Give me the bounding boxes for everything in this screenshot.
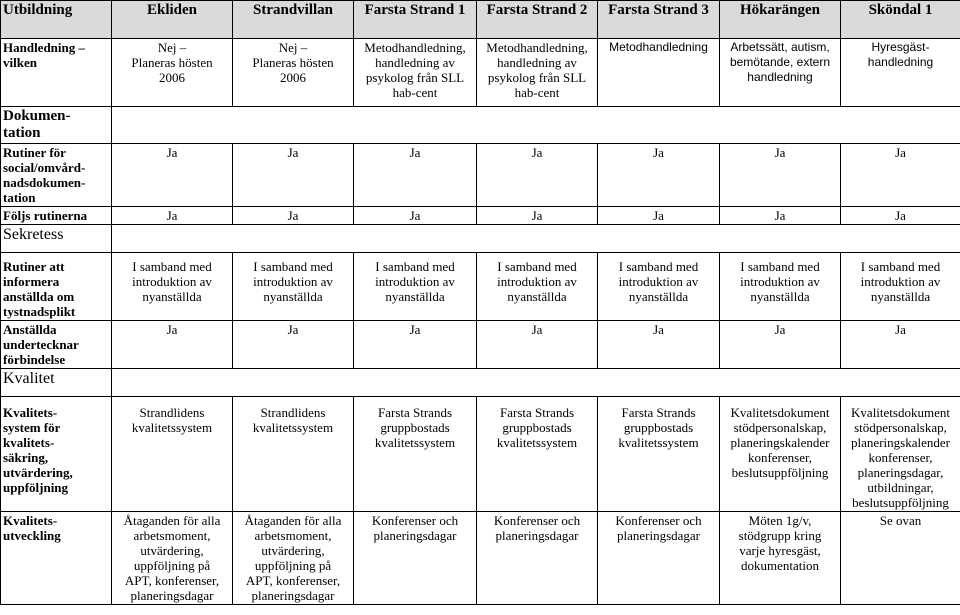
table-cell: Ja	[477, 321, 598, 369]
header-row	[1, 1, 960, 39]
table-cell: Kvalitetsdokument stödpersonalskap, planeringskalender konferenser, planeringsdagar, utbildningar, beslutsuppföljning	[841, 397, 960, 512]
table-cell: Nej – Planeras hösten 2006	[233, 39, 354, 107]
row-label: Rutiner för social/omvård- nadsdokumen- tation	[1, 144, 112, 207]
row-label: Kvalitets- system för kvalitets- säkring, utvärdering, uppföljning	[1, 397, 112, 512]
header-col: Farsta Strand 1	[354, 1, 477, 39]
row-label: Handledning – vilken	[1, 39, 112, 107]
section-sekretess: Sekretess	[1, 225, 112, 253]
table-cell: I samband med introduktion av nyanställda	[354, 253, 477, 321]
table-cell: Strandlidens kvalitetssystem	[112, 397, 233, 512]
section-spacer	[112, 369, 960, 397]
table-cell: Ja	[841, 321, 960, 369]
section-kvalitet: Kvalitet	[1, 369, 112, 397]
table-cell: Ja	[598, 207, 720, 225]
table-cell: Konferenser och planeringsdagar	[354, 512, 477, 605]
table-cell: Konferenser och planeringsdagar	[477, 512, 598, 605]
header-col: Farsta Strand 2	[477, 1, 598, 39]
table-cell: Ja	[598, 144, 720, 207]
table-cell: Metodhandledning, handledning av psykolog från SLL hab-cent	[354, 39, 477, 107]
section-spacer	[112, 225, 960, 253]
table-cell: Ja	[841, 144, 960, 207]
row-kvalitetsutveckling	[1, 512, 960, 605]
row-rutiner-tystnad	[1, 253, 960, 321]
row-label: Kvalitets- utveckling	[1, 512, 112, 605]
row-sekretess	[1, 225, 960, 253]
table-cell: Ja	[720, 207, 841, 225]
header-col: Farsta Strand 3	[598, 1, 720, 39]
row-label: Rutiner att informera anställda om tystnadsplikt	[1, 253, 112, 321]
table-cell: Konferenser och planeringsdagar	[598, 512, 720, 605]
table-cell: Farsta Strands gruppbostads kvalitetssystem	[598, 397, 720, 512]
table-cell: Farsta Strands gruppbostads kvalitetssystem	[477, 397, 598, 512]
table-cell: I samband med introduktion av nyanställda	[598, 253, 720, 321]
table-cell: Ja	[233, 321, 354, 369]
table-cell: Ja	[112, 207, 233, 225]
table-cell: Farsta Strands gruppbostads kvalitetssystem	[354, 397, 477, 512]
table-cell: Åtaganden för alla arbetsmoment, utvärdering, uppföljning på APT, konferenser, planeringsdagar	[233, 512, 354, 605]
section-dokumentation: Dokumen- tation	[1, 107, 112, 144]
table-cell: Hyresgäst- handledning	[841, 39, 960, 107]
header-col: Hökarängen	[720, 1, 841, 39]
header-col: Ekliden	[112, 1, 233, 39]
table-cell: Ja	[233, 207, 354, 225]
table-cell: Nej – Planeras hösten 2006	[112, 39, 233, 107]
header-utbildning: Utbildning	[1, 1, 112, 39]
table-cell: Metodhandledning, handledning av psykolog från SLL hab-cent	[477, 39, 598, 107]
table-cell: Ja	[720, 321, 841, 369]
row-label: Anställda undertecknar förbindelse	[1, 321, 112, 369]
table-cell: Ja	[112, 144, 233, 207]
row-handledning	[1, 39, 960, 107]
table-cell: Arbetssätt, autism, bemötande, extern handledning	[720, 39, 841, 107]
table-cell: Kvalitetsdokument stödpersonalskap, planeringskalender konferenser, beslutsuppföljning	[720, 397, 841, 512]
table-cell: Ja	[477, 207, 598, 225]
table-cell: I samband med introduktion av nyanställda	[233, 253, 354, 321]
table-cell: Ja	[112, 321, 233, 369]
table-cell: Ja	[354, 207, 477, 225]
row-rutiner-social	[1, 144, 960, 207]
section-spacer	[112, 107, 960, 144]
table-cell: Ja	[233, 144, 354, 207]
row-kvalitetssystem	[1, 397, 960, 512]
table-cell: Metodhandledning	[598, 39, 720, 107]
row-label: Följs rutinerna	[1, 207, 112, 225]
row-kvalitet	[1, 369, 960, 397]
header-col: Strandvillan	[233, 1, 354, 39]
table-cell: I samband med introduktion av nyanställda	[720, 253, 841, 321]
table-cell: Se ovan	[841, 512, 960, 605]
table-cell: I samband med introduktion av nyanställda	[841, 253, 960, 321]
row-anstallda	[1, 321, 960, 369]
table-cell: Ja	[354, 321, 477, 369]
row-dokumentation	[1, 107, 960, 144]
table-cell: I samband med introduktion av nyanställda	[112, 253, 233, 321]
header-col: Sköndal 1	[841, 1, 960, 39]
table-cell: Möten 1g/v, stödgrupp kring varje hyresgäst, dokumentation	[720, 512, 841, 605]
table-cell: Ja	[841, 207, 960, 225]
table-cell: I samband med introduktion av nyanställda	[477, 253, 598, 321]
row-foljs	[1, 207, 960, 225]
table-cell: Ja	[477, 144, 598, 207]
table-cell: Ja	[598, 321, 720, 369]
table-cell: Åtaganden för alla arbetsmoment, utvärdering, uppföljning på APT, konferenser, planeringsdagar	[112, 512, 233, 605]
table-cell: Ja	[354, 144, 477, 207]
table-cell: Ja	[720, 144, 841, 207]
table-cell: Strandlidens kvalitetssystem	[233, 397, 354, 512]
